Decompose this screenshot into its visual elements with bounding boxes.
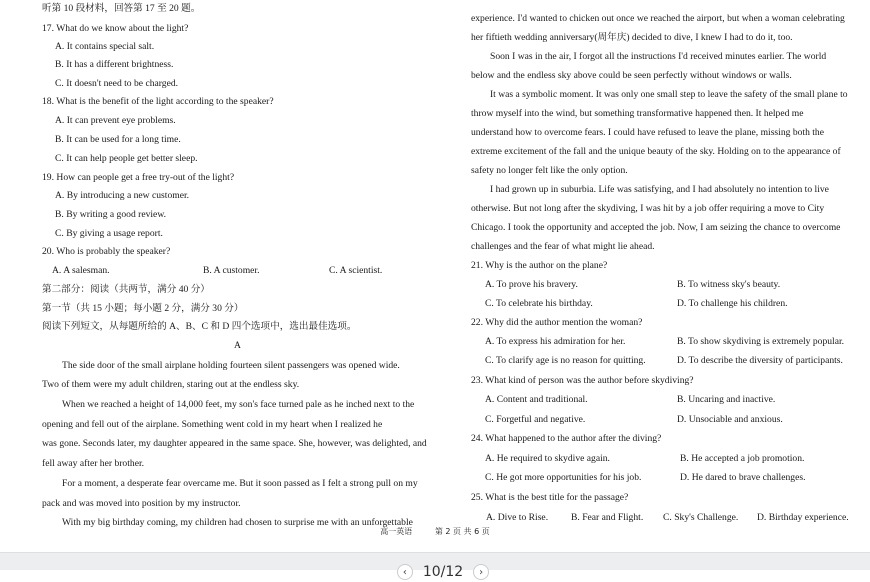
chevron-left-icon[interactable]: ‹ <box>397 564 413 580</box>
question-25-option-c: C. Sky's Challenge. <box>663 512 739 523</box>
question-20-option-b: B. A customer. <box>203 265 260 276</box>
question-23-option-d: D. Unsociable and anxious. <box>677 414 783 425</box>
passage-line: It was a symbolic moment. It was only one small step to leave the safety of the small plane to <box>490 89 848 100</box>
question-24-option-b: B. He accepted a job promotion. <box>680 453 805 464</box>
question-21-option-d: D. To challenge his children. <box>677 298 788 309</box>
footer-page-number: 第 2 页 共 6 页 <box>434 527 490 536</box>
question-25-option-d: D. Birthday experience. <box>757 512 849 523</box>
viewer-toolbar <box>0 552 870 580</box>
question-21-option-b: B. To witness sky's beauty. <box>677 279 781 290</box>
question-18-option-a: A. It can prevent eye problems. <box>55 115 176 126</box>
passage-line: Two of them were my adult children, staring out at the endless sky. <box>42 379 300 390</box>
question-24-option-a: A. He required to skydive again. <box>485 453 610 464</box>
passage-line: When we reached a height of 14,000 feet, my son's face turned pale as he inched next to the <box>62 399 415 410</box>
question-25-option-b: B. Fear and Flight. <box>571 512 644 523</box>
question-24-option-d: D. He dared to brave challenges. <box>680 472 806 483</box>
passage-line: Soon I was in the air, I forgot all the instructions I'd received minutes earlier. The world <box>490 51 827 62</box>
passage-line: extreme excitement of the fall and the unique beauty of the sky. Holding on to the appearance of <box>471 146 841 157</box>
listening-section-header: 听第 10 段材料，回答第 17 至 20 题。 <box>42 3 201 14</box>
question-18-option-b: B. It can be used for a long time. <box>55 134 181 145</box>
question-22-option-c: C. To clarify age is no reason for quitting. <box>485 355 646 366</box>
passage-line: understand how to overcome fears. I could have refused to leave the plane, missing both the <box>471 127 824 138</box>
passage-line: For a moment, a desperate fear overcame me. But it soon passed as I felt a strong pull on my <box>62 478 418 489</box>
question-22-option-a: A. To express his admiration for her. <box>485 336 626 347</box>
question-19-stem: 19. How can people get a free try-out of the light? <box>42 172 235 183</box>
question-17-option-c: C. It doesn't need to be charged. <box>55 78 179 89</box>
question-19-option-c: C. By giving a usage report. <box>55 228 163 239</box>
reading-instructions: 阅读下列短文，从每题所给的 A、B、C 和 D 四个选项中，选出最佳选项。 <box>42 321 357 332</box>
page-navigator <box>388 562 498 582</box>
question-24-stem: 24. What happened to the author after the diving? <box>471 433 662 444</box>
question-17-stem: 17. What do we know about the light? <box>42 23 189 34</box>
page-footer <box>0 527 870 537</box>
question-25-stem: 25. What is the best title for the passage? <box>471 492 629 503</box>
passage-line: With my big birthday coming, my children had chosen to surprise me with an unforgettable <box>62 517 413 528</box>
passage-line: challenges and the fear of what might lie ahead. <box>471 241 655 252</box>
passage-line: otherwise. But not long after the skydiving, I was hit by a job offer requiring a move to City <box>471 203 825 214</box>
passage-label: A <box>234 340 241 351</box>
passage-line: her fiftieth wedding anniversary(周年庆) decided to dive, I knew I had to do it, too. <box>471 32 793 43</box>
question-21-option-c: C. To celebrate his birthday. <box>485 298 593 309</box>
question-18-option-c: C. It can help people get better sleep. <box>55 153 198 164</box>
passage-line: I had grown up in suburbia. Life was satisfying, and I had absolutely no intention to live <box>490 184 829 195</box>
question-22-option-d: D. To describe the diversity of participants. <box>677 355 843 366</box>
passage-line: was gone. Seconds later, my daughter appeared in the same space. She, however, was delighted, and <box>42 438 427 449</box>
question-18-stem: 18. What is the benefit of the light according to the speaker? <box>42 96 274 107</box>
question-23-stem: 23. What kind of person was the author before skydiving? <box>471 375 694 386</box>
passage-line: throw myself into the wind, but something transformative happened then. It helped me <box>471 108 804 119</box>
reading-section-header: 第一节（共 15 小题；每小题 2 分，满分 30 分） <box>42 303 244 314</box>
footer-subject: 高一英语 <box>380 527 413 536</box>
question-19-option-b: B. By writing a good review. <box>55 209 167 220</box>
question-19-option-a: A. By introducing a new customer. <box>55 190 190 201</box>
passage-line: Chicago. I took the opportunity and accepted the job. Now, I am seizing the chance to overcome <box>471 222 841 233</box>
question-20-option-c: C. A scientist. <box>329 265 383 276</box>
page-indicator-text: 10/12 <box>422 564 464 580</box>
question-20-option-a: A. A salesman. <box>52 265 110 276</box>
question-22-option-b: B. To show skydiving is extremely popular. <box>677 336 845 347</box>
question-24-option-c: C. He got more opportunities for his job. <box>485 472 642 483</box>
question-23-option-a: A. Content and traditional. <box>485 394 588 405</box>
passage-line: fell away after her brother. <box>42 458 145 469</box>
question-17-option-a: A. It contains special salt. <box>55 41 155 52</box>
passage-line: safety no longer felt like the only option. <box>471 165 628 176</box>
passage-line: opening and fell out of the airplane. Something went cold in my heart when I realized he <box>42 419 383 430</box>
question-23-option-b: B. Uncaring and inactive. <box>677 394 776 405</box>
chevron-right-icon[interactable]: › <box>473 564 489 580</box>
question-25-option-a: A. Dive to Rise. <box>486 512 549 523</box>
reading-part-header: 第二部分：阅读（共两节，满分 40 分） <box>42 284 210 295</box>
question-20-stem: 20. Who is probably the speaker? <box>42 246 171 257</box>
passage-line: below and the endless sky above could be seen perfectly without windows or walls. <box>471 70 792 81</box>
question-17-option-b: B. It has a different brightness. <box>55 59 174 70</box>
passage-line: pack and was moved into position by my instructor. <box>42 498 241 509</box>
question-23-option-c: C. Forgetful and negative. <box>485 414 586 425</box>
passage-line: experience. I'd wanted to chicken out once we reached the airport, but when a woman celebrating <box>471 13 845 24</box>
question-21-option-a: A. To prove his bravery. <box>485 279 578 290</box>
question-21-stem: 21. Why is the author on the plane? <box>471 260 608 271</box>
passage-line: The side door of the small airplane holding fourteen silent passengers was opened wide. <box>62 360 400 371</box>
question-22-stem: 22. Why did the author mention the woman? <box>471 317 643 328</box>
